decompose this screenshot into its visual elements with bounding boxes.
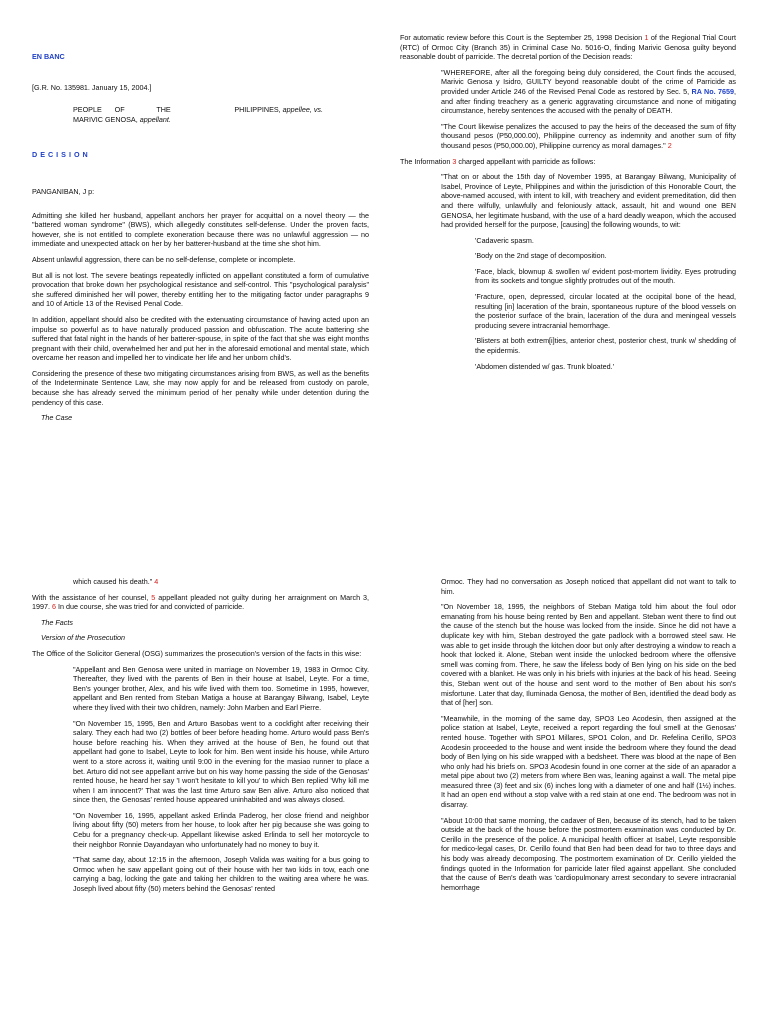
- osg-paragraph: The Office of the Solicitor General (OSG) summarizes the prosecution's version of the facts in this wise:: [32, 648, 362, 658]
- party-word: THE: [156, 105, 171, 115]
- party-word: OF: [114, 105, 125, 115]
- page-two: [0, 512, 768, 1024]
- footnote-link[interactable]: 4: [154, 577, 159, 586]
- wound-item: 'Abdomen distended w/ gas. Trunk bloated.': [475, 361, 614, 371]
- subsection-heading-prosecution: Version of the Prosecution: [41, 633, 126, 643]
- prosecution-quote: "Appellant and Ben Genosa were united in marriage on November 19, 1983 in Ormoc City. Thereafter, they lived with the parents of Ben in their house at Isabel, Leyte. For a time, Ben's younger brother, Alex, and his wife lived with them too. Sometime in 1995, however, appellant and Ben rented from Steban Matiga a house at Barangay Bilwang, Isabel, Leyte where they lived with their two children, namely: John Marben and Earl Pierre.: [73, 664, 369, 712]
- intro-paragraph: In addition, appellant should also be credited with the extenuating circumstance of having acted upon an impulse so powerful as to have naturally produced passion and obfuscation. The acute battering she suffered that fatal night in the hands of her batterer-spouse, in spite of the fact that she was eight months pregnant with their child, overwhelmed her and put her in the aforesaid emotional and mental state, which overcame her reason and impelled her to vindicate her life and her unborn child's.: [32, 314, 369, 363]
- wound-item: 'Fracture, open, depressed, circular located at the occipital bone of the head, resulting [in] laceration of the brain, spontaneous rupture of the blood vessels on the posterior surface of the brain, laceration of the dura and meningeal vessels producing severe intracranial hemorrhage.: [475, 292, 736, 330]
- party-word: PEOPLE: [73, 105, 102, 115]
- continued-quote: which caused his death." 4: [73, 577, 159, 586]
- wound-item: 'Blisters at both extrem[i]ties, anterior chest, posterior chest, trunk w/ shedding of the epidermis.: [475, 336, 736, 356]
- decision-heading: DECISION: [32, 150, 91, 160]
- intro-paragraph: But all is not lost. The severe beatings repeatedly inflicted on appellant constituted a form of cumulative provocation that broke down her psychological resistance and self-control. This "psychological paralysis" she suffered diminished her will power, thereby entitling her to the mitigating factor under paragraphs 9 and 10 of Article 13 of the Revised Penal Code.: [32, 270, 369, 309]
- footnote-link[interactable]: 5: [151, 592, 156, 602]
- wound-item: 'Face, black, blownup & swollen w/ evident post-mortem lividity. Eyes protruding from its sockets and tongue slightly protrudes out of the mouth.: [475, 266, 736, 286]
- intro-paragraph: Considering the presence of these two mitigating circumstances arising from BWS, as well as the benefits of the Indeterminate Sentence Law, she may now apply for and be released from custody on parole, because she has already served the minimum period of her penalty while under detention during the pendency of this case.: [32, 368, 369, 407]
- intro-paragraph: Absent unlawful aggression, there can be no self-defense, complete or incomplete.: [32, 254, 296, 264]
- information-quote: "That on or about the 15th day of November 1995, at Barangay Bilwang, Municipality of Isabel, Province of Leyte, Philippines and within the jurisdiction of this Honorable Court, the above-named accused, with intent to kill, with treachery and evident premeditation, did then and there wilfully, unlawfully and feloniously attack, assault, hit and wound one BEN GENOSA, her legitimate husband, with the use of a hard deadly weapon, which the accused had provided herself for the purpose, [causing] the following wounds, to wit:: [441, 172, 736, 230]
- footnote-link[interactable]: 6: [52, 602, 56, 612]
- case-number: [G.R. No. 135981. January 15, 2004.]: [32, 82, 152, 92]
- wound-item: 'Cadaveric spasm.: [475, 235, 534, 245]
- prosecution-quote: "On November 18, 1995, the neighbors of Steban Matiga told him about the foul odor emanating from his house being rented by Ben and appellant. Steban went there to find out the cause of the stench but the house was locked from the inside. Since he did not have a duplicate key with him, Steban destroyed the gate padlock with a borrowed steel saw. He was able to get inside through the kitchen door but only after destroying a window to reach a hook that locked it. Alone, Steban went inside the unlocked bedroom where the offensive smell was coming from. There, he saw the lifeless body of Ben lying on his side on the bed covered with a blanket. He was only in his briefs with injuries at the back of his head. Seeing this, Steban went out of the house and sent word to the mother of Ben about his son's misfortune. Later that day, Iluminada Genosa, the mother of Ben, identified the dead body as that of [her] son.: [441, 602, 736, 708]
- review-paragraph: For automatic review before this Court is the September 25, 1998 Decision 1 of the Regional Trial Court (RTC) of Ormoc City (Branch 35) in Criminal Case No. 5016-O, finding Marivic Genosa guilty beyond reasonable doubt of parricide. The decretal portion of the Decision reads:: [400, 33, 736, 62]
- footnote-link[interactable]: 2: [667, 140, 672, 150]
- arraignment-paragraph: With the assistance of her counsel, 5 appellant pleaded not guilty during her arraignment on March 3, 1997. 6 In due course, she was tried for and convicted of parricide.: [32, 592, 370, 612]
- prosecution-quote: Ormoc. They had no conversation as Joseph noticed that appellant did not want to talk to him.: [441, 577, 736, 596]
- footnote-link[interactable]: 3: [452, 156, 457, 166]
- accused-name: MARIVIC GENOSA, appellant.: [73, 114, 171, 124]
- case-parties: [73, 105, 323, 115]
- page-one-right-column: [400, 33, 736, 377]
- ponente: PANGANIBAN, J p:: [32, 186, 95, 196]
- page-two-right-column: [400, 577, 736, 898]
- decision-quote: "The Court likewise penalizes the accused to pay the heirs of the deceased the sum of fifty thousand pesos (P50,000.00), Philippine currency as indemnity and another sum of fifty thousand pesos (P50,000.00), Philippine currency as moral damages." 2: [441, 121, 736, 150]
- court-division: EN BANC: [32, 52, 65, 61]
- prosecution-quote: "That same day, about 12:15 in the afternoon, Joseph Valida was waiting for a bus going to Ormoc when he saw appellant going out of their house with her two kids in tow, each one carrying a bag, locking the gate and taking her children to the waiting area where he was. Joseph lived about fifty (50) meters behind the Genosas' rented: [73, 855, 369, 894]
- prosecution-quote: "Meanwhile, in the morning of the same day, SPO3 Leo Acodesin, then assigned at the police station at Isabel, Leyte, received a report regarding the foul smell at the Genosas' rented house. Together with SPO1 Millares, SPO1 Colon, and Dr. Refelina Cerillo, SPO3 Acodesin proceeded to the house and went inside the bedroom where they found the dead body of Ben lying on his side wrapped with a bedsheet. There was blood at the nape of Ben who only had his briefs on. SPO3 Acodesin found in one corner at the side of an aparador a metal pipe about two (2) meters from where Ben was, leaning against a wall. The metal pipe measured three (3) feet and six (6) inches long with a diameter of one and half (1½) inches. It had an open end without a stop valve with a red stain at one end. The bedroom was not in disarray.: [441, 713, 736, 810]
- prosecution-quote: "On November 16, 1995, appellant asked Erlinda Paderog, her close friend and neighbor living about fifty (50) meters from her house, to look after her pig because she was going to Cebu for a pregnancy check-up. Appellant likewise asked Erlinda to sell her motorcycle to their neighbor Ronnie Dayandayan who unfortunately had no money to buy it.: [73, 810, 369, 849]
- page-two-left-column: [32, 577, 369, 900]
- intro-paragraph: Admitting she killed her husband, appellant anchors her prayer for acquittal on a novel theory — the "battered woman syndrome" (BWS), which allegedly constitutes self-defense. Under the proven facts, however, she is not entitled to complete exoneration because there was no unlawful aggression — no immediate and unexpected attack on her by her batterer-husband at the time she shot him.: [32, 210, 369, 249]
- decision-quote: "WHEREFORE, after all the foregoing being duly considered, the Court finds the accused, Marivic Genosa y Isidro, GUILTY beyond reasonable doubt of the crime of Parricide as provided under Article 246 of the Revised Penal Code as restored by Sec. 5, RA No. 7659, and after finding treachery as a generic aggravating circumstance and none of mitigating circumstance, hereby sentences the accused with the penalty of DEATH.: [441, 67, 737, 116]
- wound-item: 'Body on the 2nd stage of decomposition.: [475, 251, 607, 261]
- party-word: PHILIPPINES, appellee, vs.: [234, 105, 324, 115]
- section-heading-facts: The Facts: [41, 617, 73, 627]
- section-heading-the-case: The Case: [41, 413, 73, 423]
- information-intro: The Information 3 charged appellant with parricide as follows:: [400, 156, 596, 166]
- footnote-link[interactable]: 1: [644, 33, 649, 42]
- prosecution-quote: "On November 15, 1995, Ben and Arturo Basobas went to a cockfight after receiving their salary. They each had two (2) bottles of beer before heading home. Arturo would pass Ben's house before reaching his. When they arrived at the house of Ben, he found out that appellant had gone to Isabel, Leyte to look for him. Ben went inside his house, while Arturo went to a store across it, waiting until 9:00 in the evening for the masiao runner to place a bet. Arturo did not see appellant arrive but on his way home passing the side of the Genosas' rented house, he heard her say 'I won't hesitate to kill you' to which Ben replied 'Why kill me when I am innocent?' That was the last time Arturo saw Ben alive. Arturo also noticed that since then, the Genosas' rented house appeared uninhabited and was always closed.: [73, 718, 369, 805]
- statute-link[interactable]: RA No. 7659: [691, 86, 735, 96]
- prosecution-quote: "About 10:00 that same morning, the cadaver of Ben, because of its stench, had to be taken outside at the back of the house before the postmortem examination was conducted by Dr. Cerillo in the presence of the police. A municipal health officer at Isabel, Leyte responsible for medico-legal cases, Dr. Cerillo found that Ben had been dead for two to three days and his body was already decomposing. The postmortem examination of Dr. Cerillo yielded the findings quoted in the Information for parricide later filed against appellant. She concluded that the cause of Ben's death was 'cardiopulmonary arrest secondary to severe intracranial hemorrhage: [441, 815, 736, 892]
- page-one-left-column: [32, 52, 369, 429]
